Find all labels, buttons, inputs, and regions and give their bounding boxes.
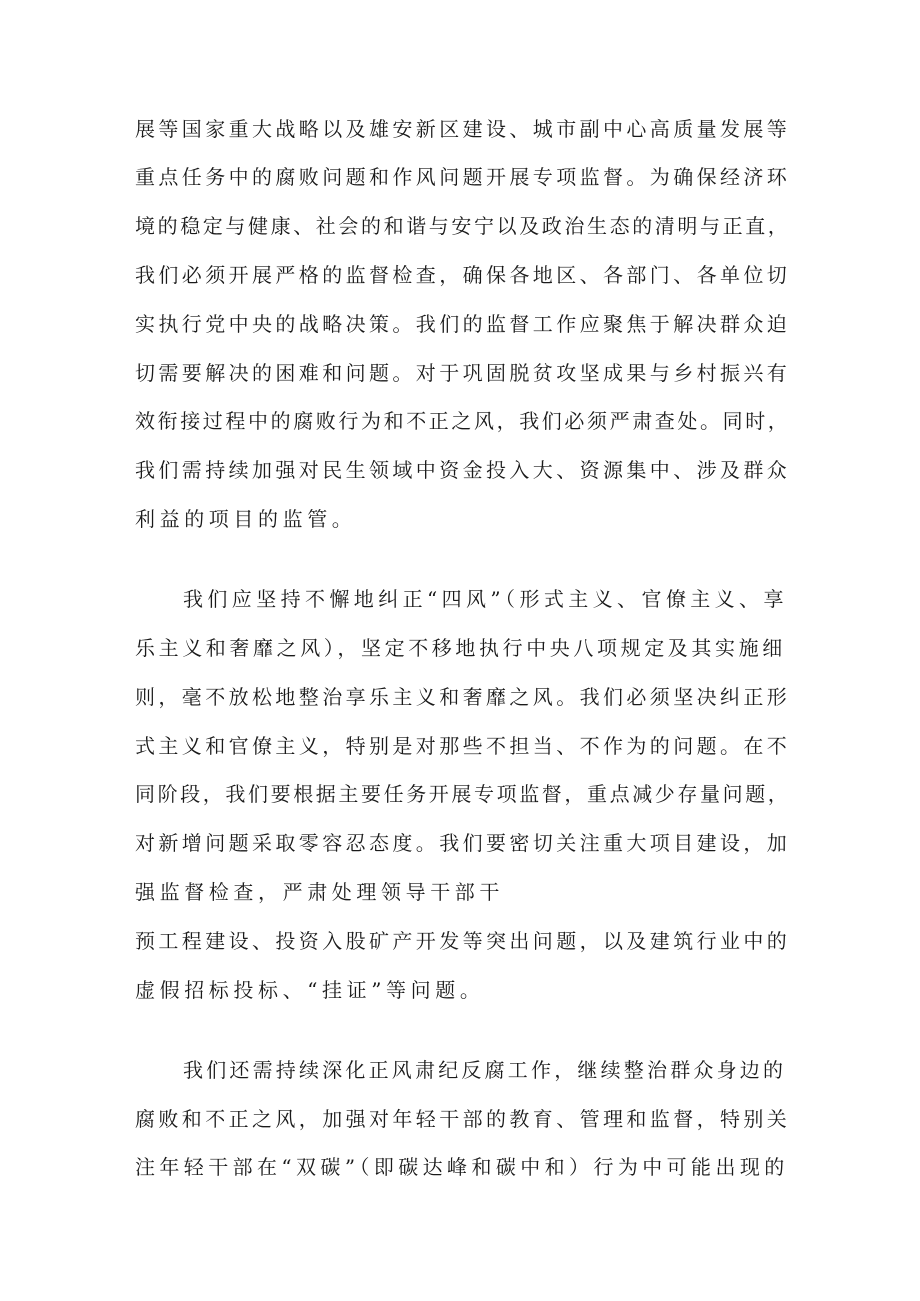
text-line: 乐主义和奢靡之风），坚定不移地执行中央八项规定及其实施细 [135, 636, 786, 660]
text-line: 式主义和官僚主义，特别是对那些不担当、不作为的问题。在不 [135, 734, 791, 758]
text-line: 虚假招标投标、“挂证”等问题。 [135, 978, 485, 1002]
text-line: 重点任务中的腐败问题和作风问题开展专项监督。为确保经济环 [135, 165, 791, 189]
text-line: 利益的项目的监管。 [135, 507, 357, 531]
text-line: 预工程建设、投资入股矿产开发等突出问题，以及建筑行业中的 [135, 929, 791, 953]
text-line: 注年轻干部在“双碳”（即碳达峰和碳中和）行为中可能出现的 [135, 1155, 789, 1179]
text-line: 我们应坚持不懈地纠正“四风”（形式主义、官僚主义、享 [183, 587, 788, 611]
text-line: 则，毫不放松地整治享乐主义和奢靡之风。我们必须坚决纠正形 [135, 685, 791, 709]
text-line: 我们还需持续深化正风肃纪反腐工作，继续整治群众身边的 [183, 1058, 787, 1082]
text-line: 效衔接过程中的腐败行为和不正之风，我们必须严肃查处。同时， [135, 409, 791, 433]
text-line: 境的稳定与健康、社会的和谐与安宁以及政治生态的清明与正直， [135, 214, 791, 238]
text-line: 腐败和不正之风，加强对年轻干部的教育、管理和监督，特别关 [135, 1107, 791, 1131]
text-line: 实执行党中央的战略决策。我们的监督工作应聚焦于解决群众迫 [135, 312, 791, 336]
text-line: 我们必须开展严格的监督检查，确保各地区、各部门、各单位切 [135, 263, 791, 287]
text-line: 对新增问题采取零容忍态度。我们要密切关注重大项目建设，加 [135, 831, 791, 855]
text-line: 切需要解决的困难和问题。对于巩固脱贫攻坚成果与乡村振兴有 [135, 361, 791, 385]
text-line: 我们需持续加强对民生领域中资金投入大、资源集中、涉及群众 [135, 458, 791, 482]
text-line: 强监督检查，严肃处理领导干部干 [135, 880, 504, 904]
text-line: 同阶段，我们要根据主要任务开展专项监督，重点减少存量问题， [135, 782, 791, 806]
text-line: 展等国家重大战略以及雄安新区建设、城市副中心高质量发展等 [135, 117, 791, 141]
